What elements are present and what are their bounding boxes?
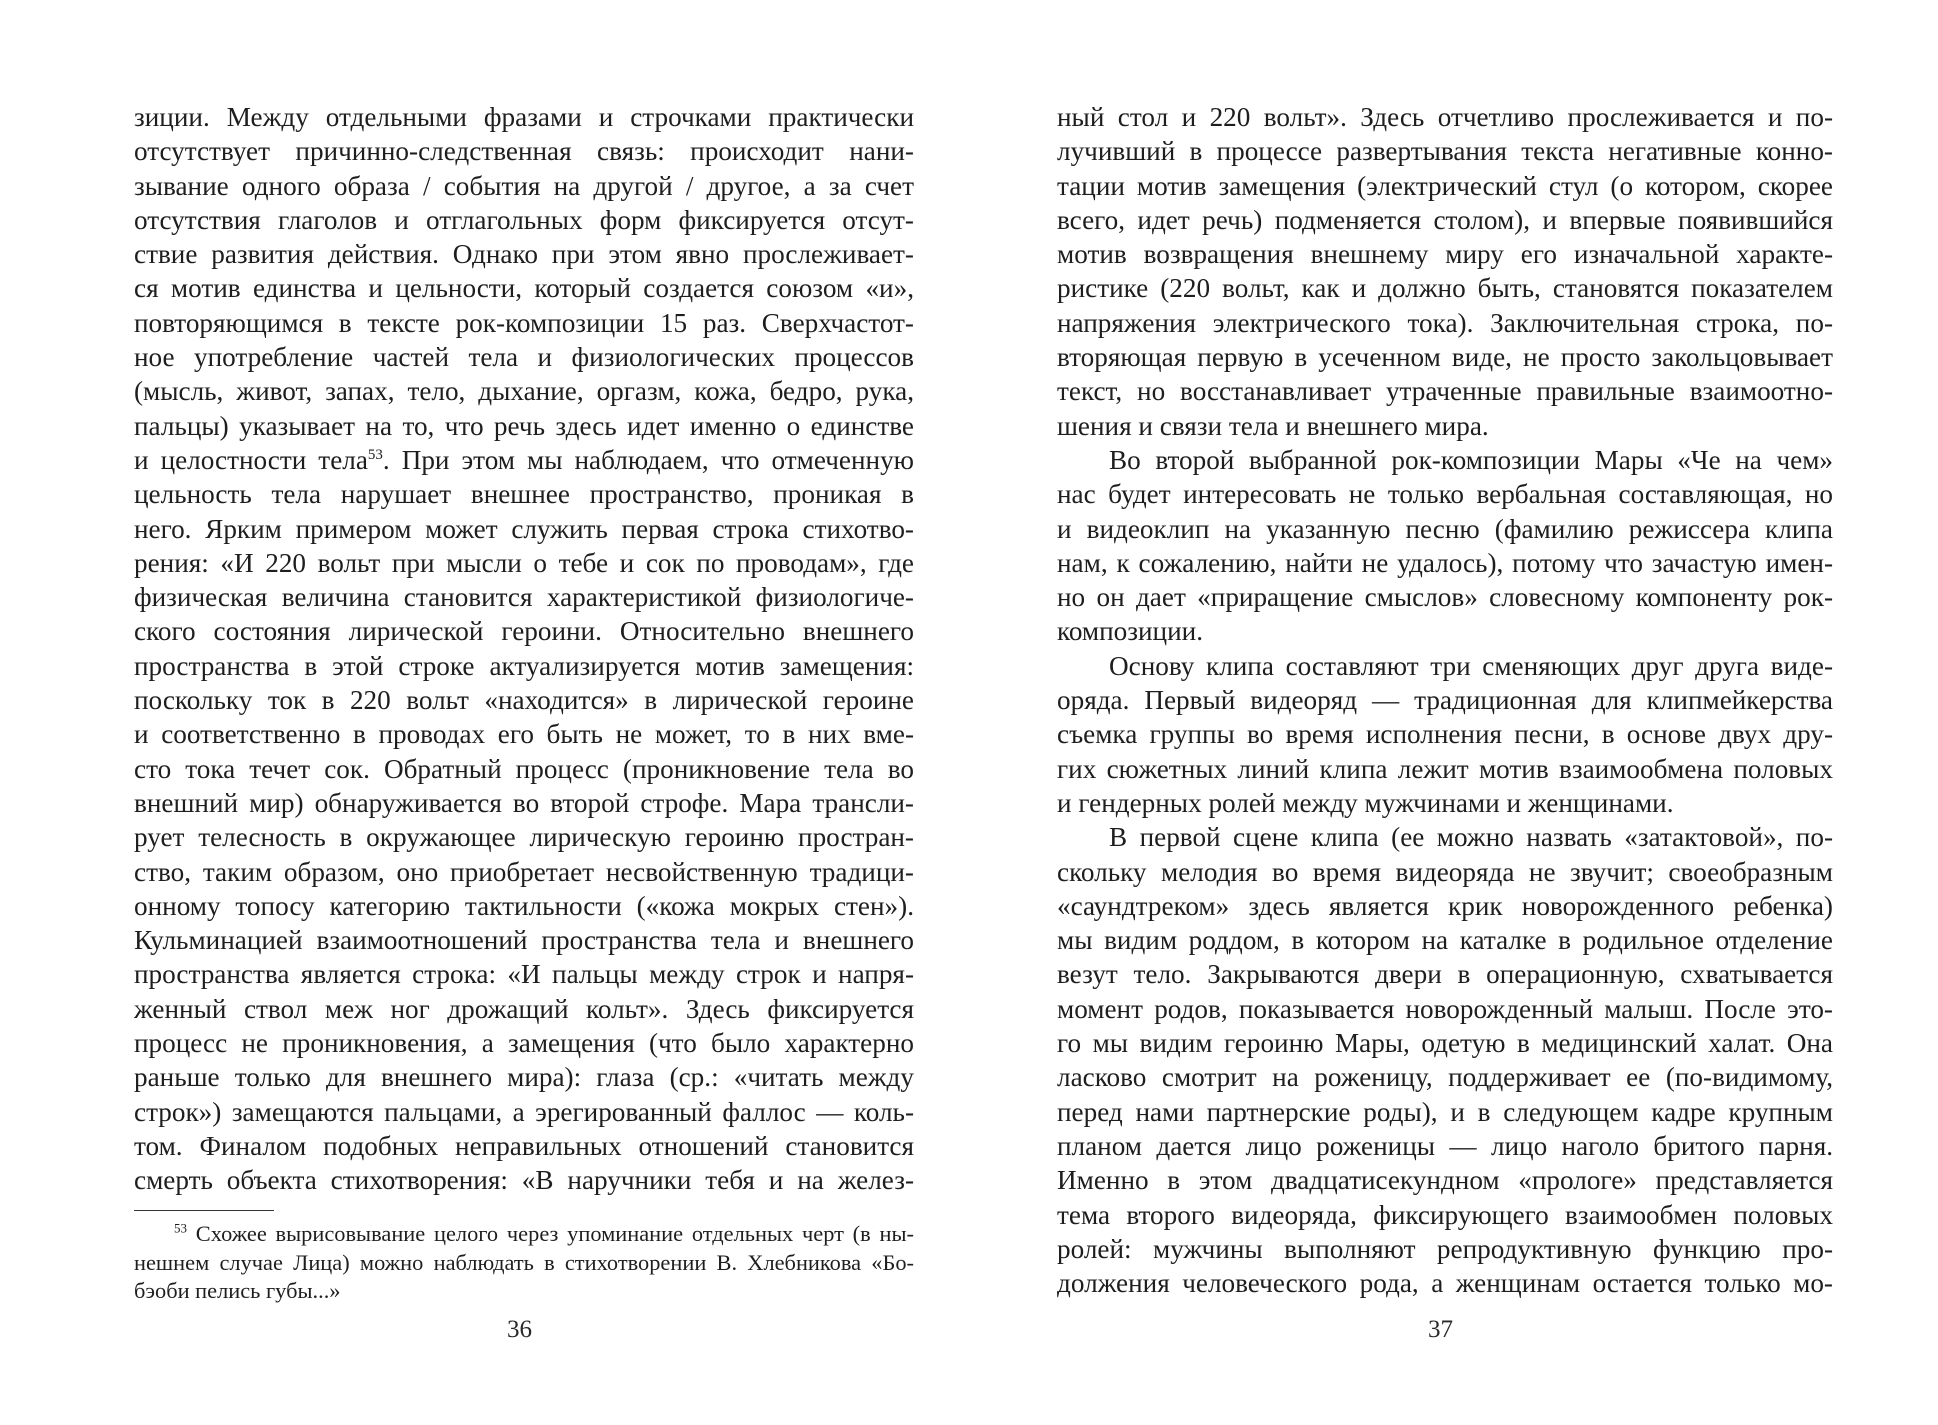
right-line-15: но он дает «приращение смыслов» словесному компоненту рок- [1057, 582, 1833, 613]
footnote-divider [134, 1210, 274, 1211]
left-line-23: ство, таким образом, оно приобретает несвойственную традици- [134, 856, 914, 887]
right-line-20: гих сюжетных линий клипа лежит мотив взаимообмена половых [1057, 753, 1833, 784]
right-line-5: мотив возвращения внешнему миру его изначальной характе- [1057, 239, 1833, 270]
footnote-number: 53 [174, 1220, 187, 1236]
left-line-3: зывание одного образа / события на другой / другое, а за счет [134, 170, 914, 201]
right-page [1057, 100, 1833, 1300]
right-line-30: перед нами партнерские роды), и в следующем кадре крупным [1057, 1096, 1833, 1127]
left-line-30: строк») замещаются пальцами, а эрегированный фаллос — коль- [134, 1096, 914, 1127]
page-number-left: 36 [507, 1316, 532, 1343]
right-line-9: текст, но восстанавливает утраченные правильные взаимоотно- [1057, 376, 1833, 407]
left-line-11-head: и целостности тела [134, 444, 368, 475]
left-line-29: раньше только для внешнего мира): глаза (ср.: «читать между [134, 1062, 914, 1093]
left-line-28: процесс не проникновения, а замещения (что было характерно [134, 1028, 914, 1059]
right-line-27: момент родов, показывается новорожденный малыш. После это- [1057, 993, 1833, 1024]
left-line-7: повторяющимся в тексте рок-композиции 15 раз. Сверхчастот- [134, 307, 914, 338]
left-line-11-tail: . При этом мы наблюдаем, что отмеченную [382, 444, 914, 475]
right-line-4: всего, идет речь) подменяется столом), и впервые появившийся [1057, 204, 1833, 235]
left-line-16: ского состояния лирической героини. Относительно внешнего [134, 616, 914, 647]
left-line-18: поскольку ток в 220 вольт «находится» в лирической героине [134, 685, 914, 716]
right-line-32: Именно в этом двадцатисекундном «прологе» представляется [1057, 1165, 1833, 1196]
right-line-11: Во второй выбранной рок-композиции Мары «Че на чем» [1109, 444, 1833, 475]
right-line-8: вторяющая первую в усеченном виде, не просто закольцовывает [1057, 342, 1833, 373]
footnote-line-1-text: Схожее вырисовывание целого через упоминание отдельных черт (в ны- [187, 1221, 914, 1246]
left-line-4: отсутствия глаголов и отглагольных форм фиксируется отсут- [134, 204, 914, 235]
right-line-1: ный стол и 220 вольт». Здесь отчетливо прослеживается и по- [1057, 102, 1833, 132]
left-line-13: него. Ярким примером может служить первая строка стихотво- [134, 513, 914, 544]
left-line-31: том. Финалом подобных неправильных отношений становится [134, 1130, 914, 1161]
left-line-17: пространства в этой строке актуализируется мотив замещения: [134, 650, 914, 681]
left-line-6: ся мотив единства и цельности, который создается союзом «и», [134, 273, 914, 304]
right-line-34: ролей: мужчины выполняют репродуктивную функцию про- [1057, 1233, 1833, 1264]
left-line-8: ное употребление частей тела и физиологических процессов [134, 342, 914, 373]
right-line-3: тации мотив замещения (электрический стул (о котором, скорее [1057, 170, 1833, 201]
right-line-10: шения и связи тела и внешнего мира. [1057, 410, 1489, 441]
left-line-27: женный ствол меж ног дрожащий кольт». Здесь фиксируется [134, 993, 914, 1024]
footnote-53 [134, 1220, 914, 1306]
footnote-ref-53[interactable]: 53 [367, 446, 383, 463]
left-line-32: смерть объекта стихотворения: «В наручники тебя и на желез- [134, 1165, 914, 1196]
right-line-18: оряда. Первый видеоряд — традиционная для клипмейкерства [1057, 685, 1833, 716]
right-line-21: и гендерных ролей между мужчинами и женщинами. [1057, 787, 1674, 818]
right-line-33: тема второго видеоряда, фиксирующего взаимообмен половых [1057, 1199, 1833, 1230]
right-line-22: В первой сцене клипа (ее можно назвать «затактовой», по- [1109, 822, 1833, 853]
left-line-14: рения: «И 220 вольт при мысли о тебе и сок по проводам», где [134, 547, 914, 578]
right-line-26: везут тело. Закрываются двери в операционную, схватывается [1057, 959, 1833, 990]
right-line-24: «саундтреком» здесь является крик новорожденного ребенка) [1057, 890, 1833, 921]
right-line-29: ласково смотрит на роженицу, поддерживает ее (по-видимому, [1057, 1062, 1833, 1093]
right-line-6: ристике (220 вольт, как и должно быть, становятся показателем [1057, 273, 1833, 304]
left-line-11 [134, 443, 914, 477]
right-line-7: напряжения электрического тока). Заключительная строка, по- [1057, 307, 1833, 338]
right-line-14: нам, к сожалению, найти не удалось), потому что зачастую имен- [1057, 547, 1833, 578]
left-line-1: зиции. Между отдельными фразами и строчками практически [134, 102, 914, 132]
left-line-15: физическая величина становится характеристикой физиологиче- [134, 582, 914, 613]
page-number-right: 37 [1428, 1316, 1453, 1343]
right-line-12: нас будет интересовать не только вербальная составляющая, но [1057, 479, 1833, 510]
left-line-22: рует телесность в окружающее лирическую героиню простран- [134, 822, 914, 853]
left-line-9: (мысль, живот, запах, тело, дыхание, оргазм, кожа, бедро, рука, [134, 376, 914, 407]
left-page [134, 100, 914, 1198]
footnote-line-2: нешнем случае Лица) можно наблюдать в стихотворении В. Хлебникова «Бо- [134, 1249, 914, 1275]
right-line-19: съемка группы во время исполнения песни, в основе двух дру- [1057, 719, 1833, 750]
footnote-line-3: бэоби пелись губы...» [134, 1278, 341, 1303]
right-line-17: Основу клипа составляют три сменяющих друг друга виде- [1109, 650, 1833, 681]
right-line-2: лучивший в процессе развертывания текста негативные конно- [1057, 136, 1833, 167]
left-line-24: онному топосу категорию тактильности («кожа мокрых стен»). [134, 890, 914, 921]
footnote-line-1 [134, 1220, 914, 1249]
left-line-21: внешний мир) обнаруживается во второй строфе. Мара трансли- [134, 787, 914, 818]
left-line-26: пространства является строка: «И пальцы между строк и напря- [134, 959, 914, 990]
right-line-31: планом дается лицо роженицы — лицо наголо бритого парня. [1057, 1130, 1833, 1161]
left-line-10: пальцы) указывает на то, что речь здесь идет именно о единстве [134, 410, 914, 441]
right-line-23: скольку мелодия во время видеоряда не звучит; своеобразным [1057, 856, 1833, 887]
left-line-25: Кульминацией взаимоотношений пространства тела и внешнего [134, 925, 914, 956]
left-line-5: ствие развития действия. Однако при этом явно прослеживает- [134, 239, 914, 270]
left-line-12: цельность тела нарушает внешнее пространство, проникая в [134, 479, 914, 510]
right-line-35: должения человеческого рода, а женщинам остается только мо- [1057, 1268, 1833, 1299]
left-line-2: отсутствует причинно-следственная связь: происходит нани- [134, 136, 914, 167]
right-line-16: композиции. [1057, 616, 1203, 647]
right-line-13: и видеоклип на указанную песню (фамилию режиссера клипа [1057, 513, 1833, 544]
right-line-25: мы видим роддом, в котором на каталке в родильное отделение [1057, 925, 1833, 956]
right-line-28: го мы видим героиню Мары, одетую в медицинский халат. Она [1057, 1028, 1833, 1059]
left-line-19: и соответственно в проводах его быть не может, то в них вме- [134, 719, 914, 750]
left-line-20: сто тока течет сок. Обратный процесс (проникновение тела во [134, 753, 914, 784]
